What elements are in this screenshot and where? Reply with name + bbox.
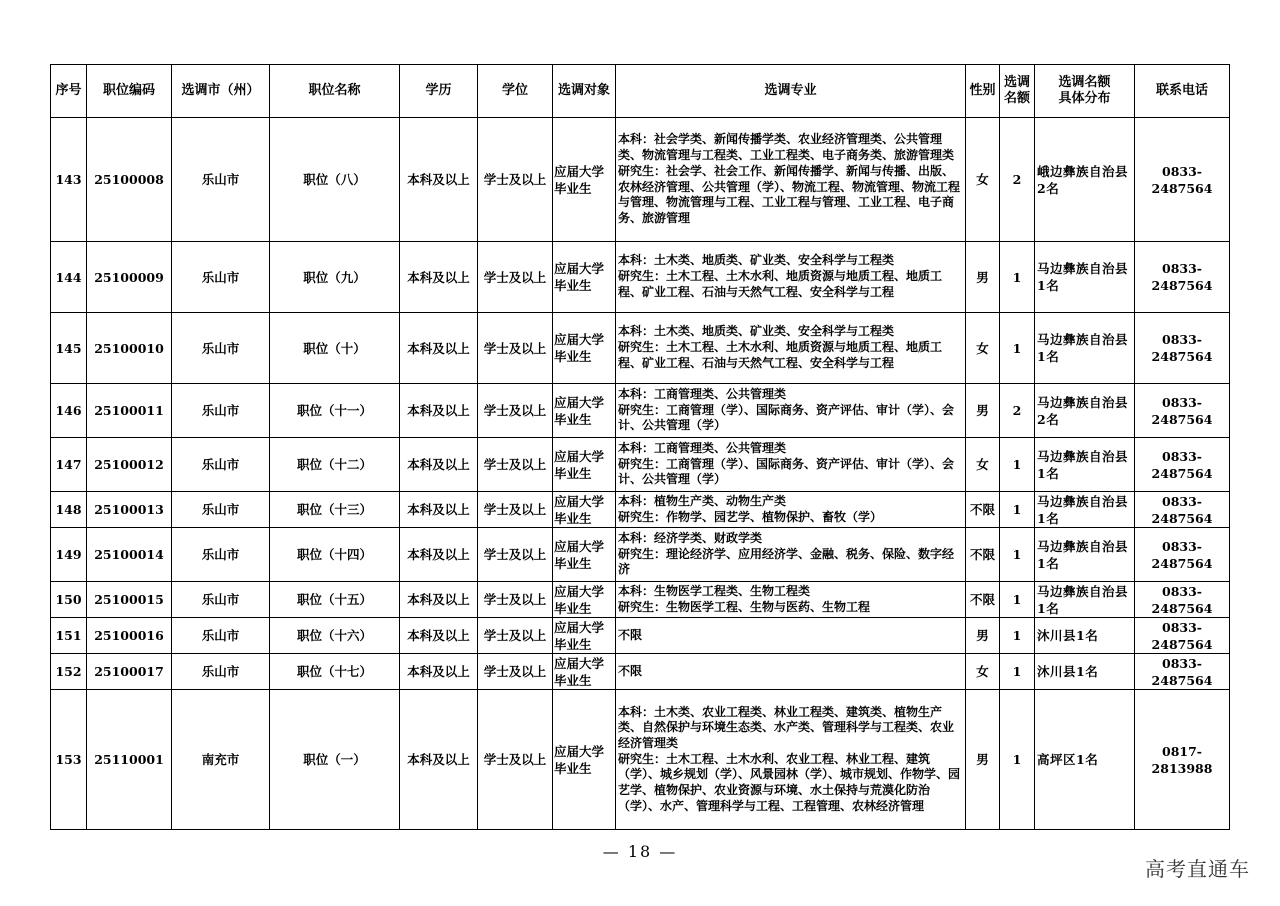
cell-phone: 0833-2487564 xyxy=(1135,118,1230,242)
cell-degree: 学士及以上 xyxy=(478,313,553,384)
cell-target: 应届大学毕业生 xyxy=(553,384,616,438)
cell-number: 143 xyxy=(51,118,87,242)
cell-target: 应届大学毕业生 xyxy=(553,528,616,582)
cell-education: 本科及以上 xyxy=(400,313,478,384)
cell-distribution: 马边彝族自治县1名 xyxy=(1035,242,1135,313)
cell-number: 147 xyxy=(51,438,87,492)
cell-distribution: 马边彝族自治县1名 xyxy=(1035,492,1135,528)
cell-count: 1 xyxy=(1000,492,1035,528)
cell-major: 本科：社会学类、新闻传播学类、农业经济管理类、公共管理类、物流管理与工程类、工业工程类、电子商务类、旅游管理类 研究生：社会学、社会工作、新闻传播学、新闻与传播、出版、农林经济管理、公共管理（学）、物流工程、物流管理、物流工程与管理、物流管理与工程、工业工程与管理、工业工程、电子商务、旅游管理 xyxy=(616,118,966,242)
cell-gender: 男 xyxy=(966,690,1000,830)
header-target: 选调对象 xyxy=(553,65,616,118)
cell-position: 职位（十七） xyxy=(270,654,400,690)
cell-city: 乐山市 xyxy=(172,618,270,654)
cell-major: 本科：经济学类、财政学类 研究生：理论经济学、应用经济学、金融、税务、保险、数字经济 xyxy=(616,528,966,582)
cell-degree: 学士及以上 xyxy=(478,492,553,528)
cell-education: 本科及以上 xyxy=(400,242,478,313)
cell-distribution: 沐川县1名 xyxy=(1035,618,1135,654)
cell-degree: 学士及以上 xyxy=(478,384,553,438)
cell-code: 25100015 xyxy=(87,582,172,618)
page-number: — 18 — xyxy=(602,842,678,861)
cell-education: 本科及以上 xyxy=(400,438,478,492)
header-no: 序号 xyxy=(51,65,87,118)
cell-distribution: 峨边彝族自治县2名 xyxy=(1035,118,1135,242)
header-position: 职位名称 xyxy=(270,65,400,118)
cell-count: 1 xyxy=(1000,242,1035,313)
table-row xyxy=(51,118,1230,242)
cell-number: 149 xyxy=(51,528,87,582)
table-row xyxy=(51,528,1230,582)
table-row xyxy=(51,492,1230,528)
cell-code: 25100010 xyxy=(87,313,172,384)
watermark: 高考直通车 xyxy=(1145,857,1250,881)
cell-major: 本科：土木类、农业工程类、林业工程类、建筑类、植物生产类、自然保护与环境生态类、水产类、管理科学与工程类、农业经济管理类 研究生：土木工程、土木水利、农业工程、林业工程、建筑（学）、城乡规划（学）、风景园林（学）、城市规划、作物学、园艺学、植物保护、农业资源与环境、水土保持与荒漠化防治（学）、水产、管理科学与工程、工程管理、农林经济管理 xyxy=(616,690,966,830)
cell-gender: 男 xyxy=(966,384,1000,438)
header-row xyxy=(51,65,1230,118)
cell-phone: 0833-2487564 xyxy=(1135,654,1230,690)
positions-table xyxy=(50,64,1230,830)
cell-gender: 女 xyxy=(966,438,1000,492)
cell-gender: 不限 xyxy=(966,492,1000,528)
cell-position: 职位（一） xyxy=(270,690,400,830)
cell-city: 乐山市 xyxy=(172,492,270,528)
cell-number: 152 xyxy=(51,654,87,690)
cell-position: 职位（十一） xyxy=(270,384,400,438)
cell-city: 乐山市 xyxy=(172,313,270,384)
header-count: 选调 名额 xyxy=(1000,65,1035,118)
cell-city: 乐山市 xyxy=(172,242,270,313)
table-row xyxy=(51,384,1230,438)
cell-education: 本科及以上 xyxy=(400,492,478,528)
cell-target: 应届大学毕业生 xyxy=(553,242,616,313)
cell-position: 职位（十六） xyxy=(270,618,400,654)
cell-distribution: 马边彝族自治县1名 xyxy=(1035,313,1135,384)
cell-education: 本科及以上 xyxy=(400,528,478,582)
cell-phone: 0833-2487564 xyxy=(1135,313,1230,384)
cell-count: 1 xyxy=(1000,313,1035,384)
cell-gender: 女 xyxy=(966,313,1000,384)
cell-number: 144 xyxy=(51,242,87,313)
cell-city: 南充市 xyxy=(172,690,270,830)
cell-phone: 0833-2487564 xyxy=(1135,438,1230,492)
cell-city: 乐山市 xyxy=(172,118,270,242)
cell-count: 1 xyxy=(1000,654,1035,690)
cell-major: 不限 xyxy=(616,618,966,654)
cell-degree: 学士及以上 xyxy=(478,438,553,492)
cell-distribution: 马边彝族自治县2名 xyxy=(1035,384,1135,438)
cell-distribution: 马边彝族自治县1名 xyxy=(1035,528,1135,582)
cell-city: 乐山市 xyxy=(172,438,270,492)
cell-number: 145 xyxy=(51,313,87,384)
cell-target: 应届大学毕业生 xyxy=(553,313,616,384)
cell-major: 本科：土木类、地质类、矿业类、安全科学与工程类 研究生：土木工程、土木水利、地质资源与地质工程、地质工程、矿业工程、石油与天然气工程、安全科学与工程 xyxy=(616,313,966,384)
cell-education: 本科及以上 xyxy=(400,654,478,690)
header-major: 选调专业 xyxy=(616,65,966,118)
cell-city: 乐山市 xyxy=(172,582,270,618)
cell-degree: 学士及以上 xyxy=(478,528,553,582)
cell-target: 应届大学毕业生 xyxy=(553,118,616,242)
cell-code: 25100012 xyxy=(87,438,172,492)
cell-degree: 学士及以上 xyxy=(478,618,553,654)
cell-distribution: 沐川县1名 xyxy=(1035,654,1135,690)
cell-phone: 0817-2813988 xyxy=(1135,690,1230,830)
cell-number: 153 xyxy=(51,690,87,830)
cell-target: 应届大学毕业生 xyxy=(553,492,616,528)
cell-distribution: 高坪区1名 xyxy=(1035,690,1135,830)
cell-position: 职位（九） xyxy=(270,242,400,313)
cell-code: 25110001 xyxy=(87,690,172,830)
cell-count: 2 xyxy=(1000,384,1035,438)
cell-gender: 女 xyxy=(966,654,1000,690)
cell-gender: 女 xyxy=(966,118,1000,242)
cell-major: 本科：植物生产类、动物生产类 研究生：作物学、园艺学、植物保护、畜牧（学） xyxy=(616,492,966,528)
table-body xyxy=(51,118,1230,830)
cell-distribution: 马边彝族自治县1名 xyxy=(1035,438,1135,492)
cell-degree: 学士及以上 xyxy=(478,654,553,690)
cell-target: 应届大学毕业生 xyxy=(553,654,616,690)
cell-city: 乐山市 xyxy=(172,384,270,438)
cell-degree: 学士及以上 xyxy=(478,118,553,242)
cell-count: 1 xyxy=(1000,582,1035,618)
cell-count: 1 xyxy=(1000,690,1035,830)
cell-education: 本科及以上 xyxy=(400,618,478,654)
cell-position: 职位（十二） xyxy=(270,438,400,492)
cell-gender: 不限 xyxy=(966,528,1000,582)
cell-gender: 不限 xyxy=(966,582,1000,618)
header-distribution: 选调名额 具体分布 xyxy=(1035,65,1135,118)
header-code: 职位编码 xyxy=(87,65,172,118)
table-row xyxy=(51,242,1230,313)
cell-phone: 0833-2487564 xyxy=(1135,582,1230,618)
cell-position: 职位（十） xyxy=(270,313,400,384)
cell-position: 职位（十四） xyxy=(270,528,400,582)
cell-phone: 0833-2487564 xyxy=(1135,492,1230,528)
cell-phone: 0833-2487564 xyxy=(1135,242,1230,313)
cell-gender: 男 xyxy=(966,618,1000,654)
cell-code: 25100011 xyxy=(87,384,172,438)
header-city: 选调市（州） xyxy=(172,65,270,118)
cell-major: 不限 xyxy=(616,654,966,690)
cell-education: 本科及以上 xyxy=(400,384,478,438)
cell-degree: 学士及以上 xyxy=(478,242,553,313)
table-row xyxy=(51,654,1230,690)
cell-target: 应届大学毕业生 xyxy=(553,690,616,830)
cell-count: 1 xyxy=(1000,618,1035,654)
table-row xyxy=(51,618,1230,654)
cell-phone: 0833-2487564 xyxy=(1135,384,1230,438)
cell-major: 本科：生物医学工程类、生物工程类 研究生：生物医学工程、生物与医药、生物工程 xyxy=(616,582,966,618)
header-degree: 学位 xyxy=(478,65,553,118)
cell-code: 25100014 xyxy=(87,528,172,582)
cell-count: 2 xyxy=(1000,118,1035,242)
cell-degree: 学士及以上 xyxy=(478,582,553,618)
cell-position: 职位（十三） xyxy=(270,492,400,528)
cell-education: 本科及以上 xyxy=(400,118,478,242)
cell-code: 25100016 xyxy=(87,618,172,654)
table-row xyxy=(51,690,1230,830)
cell-number: 151 xyxy=(51,618,87,654)
cell-code: 25100009 xyxy=(87,242,172,313)
table-row xyxy=(51,313,1230,384)
table-row xyxy=(51,438,1230,492)
cell-phone: 0833-2487564 xyxy=(1135,618,1230,654)
cell-position: 职位（八） xyxy=(270,118,400,242)
table-row xyxy=(51,582,1230,618)
header-gender: 性别 xyxy=(966,65,1000,118)
cell-code: 25100008 xyxy=(87,118,172,242)
header-education: 学历 xyxy=(400,65,478,118)
header-phone: 联系电话 xyxy=(1135,65,1230,118)
cell-city: 乐山市 xyxy=(172,528,270,582)
cell-gender: 男 xyxy=(966,242,1000,313)
cell-target: 应届大学毕业生 xyxy=(553,618,616,654)
cell-count: 1 xyxy=(1000,528,1035,582)
cell-count: 1 xyxy=(1000,438,1035,492)
cell-code: 25100013 xyxy=(87,492,172,528)
cell-city: 乐山市 xyxy=(172,654,270,690)
cell-number: 150 xyxy=(51,582,87,618)
cell-code: 25100017 xyxy=(87,654,172,690)
cell-major: 本科：工商管理类、公共管理类 研究生：工商管理（学）、国际商务、资产评估、审计（学）、会计、公共管理（学） xyxy=(616,384,966,438)
cell-distribution: 马边彝族自治县1名 xyxy=(1035,582,1135,618)
cell-phone: 0833-2487564 xyxy=(1135,528,1230,582)
cell-education: 本科及以上 xyxy=(400,582,478,618)
cell-number: 146 xyxy=(51,384,87,438)
cell-target: 应届大学毕业生 xyxy=(553,582,616,618)
cell-education: 本科及以上 xyxy=(400,690,478,830)
cell-degree: 学士及以上 xyxy=(478,690,553,830)
cell-position: 职位（十五） xyxy=(270,582,400,618)
cell-major: 本科：土木类、地质类、矿业类、安全科学与工程类 研究生：土木工程、土木水利、地质资源与地质工程、地质工程、矿业工程、石油与天然气工程、安全科学与工程 xyxy=(616,242,966,313)
cell-number: 148 xyxy=(51,492,87,528)
cell-major: 本科：工商管理类、公共管理类 研究生：工商管理（学）、国际商务、资产评估、审计（学）、会计、公共管理（学） xyxy=(616,438,966,492)
cell-target: 应届大学毕业生 xyxy=(553,438,616,492)
